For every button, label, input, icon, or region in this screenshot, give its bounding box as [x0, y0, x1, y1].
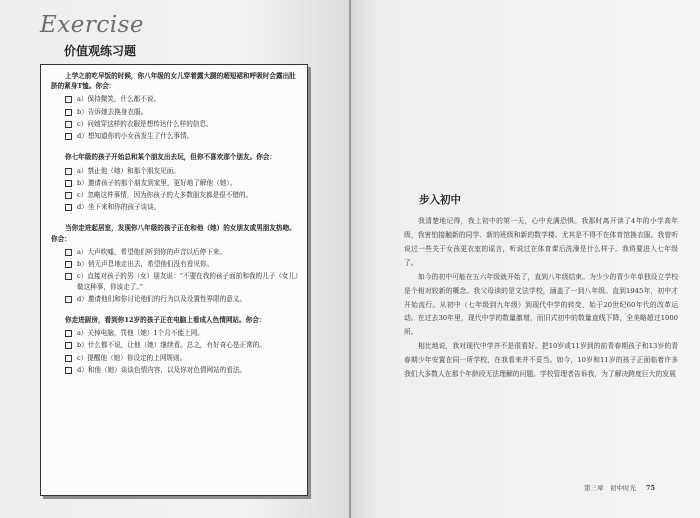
exercise-option [65, 94, 299, 104]
exercise-box [40, 64, 308, 496]
exercise-option [65, 328, 299, 338]
exercise-question: 当你走进起居室，发现你八年级的孩子正在和他（她）的女朋友或男朋友热吻。你会： [51, 224, 296, 243]
exercise-content [51, 71, 299, 377]
checkbox-icon [65, 273, 72, 280]
exercise-question: 你七年级的孩子开始总和某个朋友出去玩，但你不喜欢那个朋友。你会： [65, 153, 276, 162]
exercise-option [65, 107, 299, 117]
option-text: b）告诉她去换身衣服。 [77, 107, 148, 116]
checkbox-icon [65, 261, 72, 268]
exercise-section [51, 315, 299, 375]
option-text: b）什么都不说，让他（她）继续看。总之，有好奇心是正常的。 [77, 341, 266, 350]
option-text: b）悄无声息地走出去，希望他们没有看见你。 [77, 260, 214, 269]
checkbox-icon [65, 330, 72, 337]
option-text: d）坐下来和你的孩子谈谈。 [77, 203, 161, 212]
option-text: d）和他（她）谈谈色情内容，以及你对色情网站的看法。 [77, 365, 247, 374]
exercise-option [65, 271, 299, 291]
checkbox-icon [65, 355, 72, 362]
option-text: a）保持微笑，什么都不说。 [77, 95, 161, 104]
page-number: 75 [646, 484, 656, 492]
option-text: a）关掉电脑，罚他（她）1个月不能上网。 [77, 329, 204, 338]
paragraph: 如今的初中可能在五六年级就开始了，直到八年级结束。为少少的青少年单独设立学校是个相对较新的概念。我父母读的是文法学校，涵盖了一到八年级。直到1945年，初中才开始流行。从初中（七年级到九年级）到现代中学的转变，始于20世纪60年代的改革运动。在过去30年里，现代中学的数量激增，而旧式初中的数量直线下降，全美略超过1000所。 [404, 272, 678, 337]
exercise-option [65, 247, 299, 257]
section-heading: 步入初中 [419, 194, 461, 206]
option-text: b）邀请孩子的那个朋友到家里，更好地了解他（她）。 [77, 178, 237, 187]
exercise-option [65, 178, 299, 188]
checkbox-icon [65, 296, 72, 303]
exercise-subheader: 价值观练习题 [64, 44, 137, 58]
checkbox-icon [65, 204, 72, 211]
checkbox-icon [65, 192, 72, 199]
paragraph: 相比地说，我对现代中学并不是很看好。把10岁或11岁到的前青春期孩子和13岁的青春期少年安置在同一所学校，在我看来并不妥当。如今，10岁和11岁的孩子正面临着许多我们大多数人在那个年龄段无法理解的问题。学校管理者告诉我，为了解决跨度巨大的发展 [404, 342, 678, 379]
option-text: d）想知道你的小女孩发生了什么事情。 [77, 132, 194, 141]
exercise-option [65, 365, 299, 375]
exercise-section [51, 152, 299, 212]
exercise-question: 上学之前吃早饭的时候，你八年级的女儿穿着露大腿的超短裙和呼吸时会露出肚脐的紧身T恤。你会： [51, 72, 296, 91]
checkbox-icon [65, 342, 72, 349]
left-page [0, 0, 349, 518]
option-text: a）大声吹嘘，希望他们听到你的声音以后停下来。 [77, 247, 226, 256]
option-text: c）问她穿这样的衣服是想传达什么样的信息。 [77, 119, 213, 128]
checkbox-icon [65, 133, 72, 140]
option-text: c）忽略这件事情，因为你孩子的大多数朋友都是很不错的。 [77, 190, 253, 199]
checkbox-icon [65, 249, 72, 256]
paragraph: 我清楚地记得，我上初中的第一天，心中充满恐惧。我那时离开读了4年的小学高年级，我害怕接触新的同学、新的班级和新的数学楼。尤其是不得不在体育馆换衣服。我曾听说过一些关于女孩更衣室的谣言，听说过在体育课后洗澡是什么样子。我将要进入七年级了。 [404, 217, 678, 267]
exercise-option [65, 166, 299, 176]
page-footer [584, 483, 655, 492]
checkbox-icon [65, 96, 72, 103]
exercise-option [65, 259, 299, 269]
checkbox-icon [65, 180, 72, 187]
checkbox-icon [65, 121, 72, 128]
footer-chapter: 第三章 初中时光 [584, 484, 636, 492]
exercise-option [65, 190, 299, 200]
exercise-option [65, 353, 299, 363]
checkbox-icon [65, 168, 72, 175]
option-text: c）提醒他（她）你设定的上网规则。 [77, 353, 187, 362]
option-text: c）直接对孩子的男（女）朋友说：“不要在我的孩子面前和我的儿子（女儿）做这种事，你该走了。” [77, 272, 299, 291]
exercise-option [65, 294, 299, 304]
exercise-option [65, 119, 299, 129]
checkbox-icon [65, 367, 72, 374]
exercise-option [65, 202, 299, 212]
body-text [404, 215, 678, 382]
exercise-section [51, 71, 299, 141]
exercise-question: 你走进厨房，看到你12岁的孩子正在电脑上看成人色情网站。你会： [65, 315, 266, 324]
exercise-option [65, 340, 299, 350]
checkbox-icon [65, 109, 72, 116]
exercise-header: Exercise [40, 12, 145, 38]
option-text: d）邀请他们和你讨论他们的行为以及设置性界限的意义。 [77, 294, 247, 303]
option-text: a）禁止他（她）和那个朋友见面。 [77, 166, 180, 175]
exercise-option [65, 131, 299, 141]
exercise-section [51, 223, 299, 304]
